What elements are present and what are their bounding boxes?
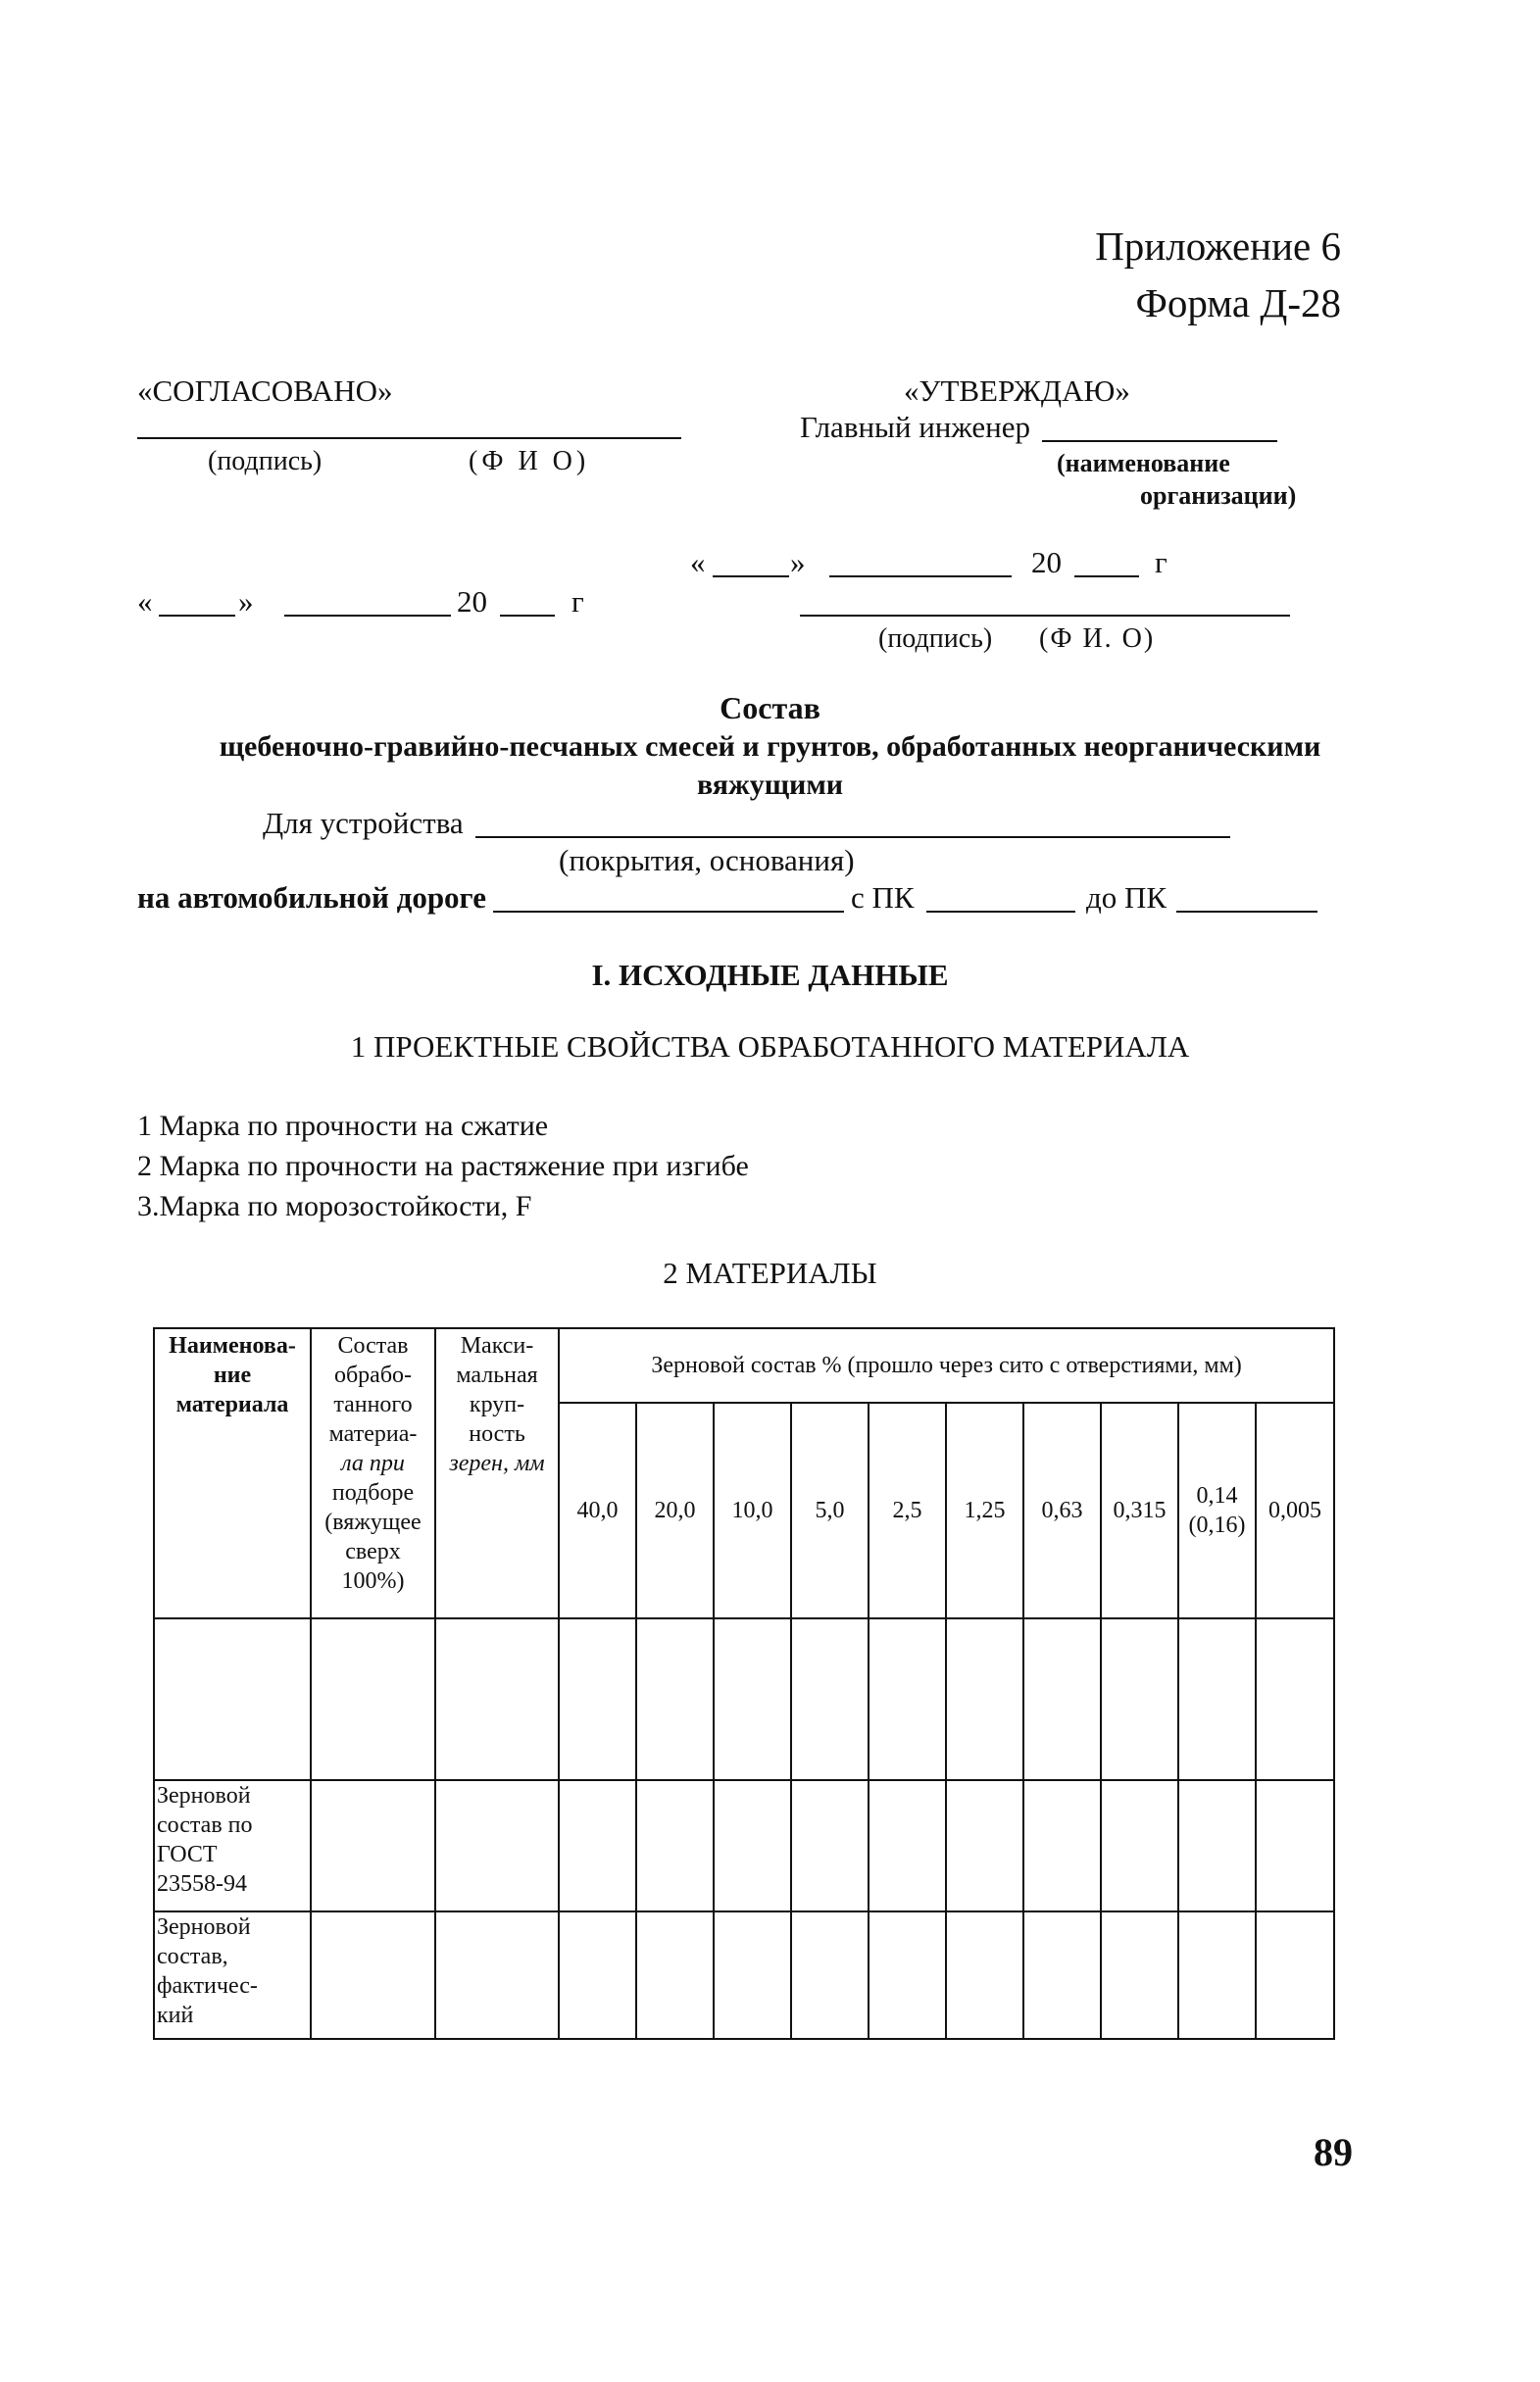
materials-table <box>153 1327 1335 2040</box>
agreed-signature-caption: (подпись) <box>208 446 323 476</box>
chief-engineer-label: Главный инженер <box>800 410 1031 444</box>
table-cell[interactable] <box>714 1911 791 2039</box>
table-cell[interactable] <box>1256 1911 1334 2039</box>
sieve-40: 40,0 <box>559 1403 636 1618</box>
section-1-subheading: 1 ПРОЕКТНЫЕ СВОЙСТВА ОБРАБОТАННОГО МАТЕРИАЛА <box>350 1029 1190 1064</box>
agreed-day-line <box>159 615 235 617</box>
table-cell[interactable] <box>636 1911 714 2039</box>
sieve-10: 10,0 <box>714 1403 791 1618</box>
pk-to-label: до ПК <box>1086 880 1167 915</box>
row-label-gost: Зерновой состав по ГОСТ 23558-94 <box>154 1780 311 1911</box>
org-line <box>1042 440 1277 442</box>
table-cell[interactable] <box>1178 1911 1256 2039</box>
table-cell[interactable] <box>946 1780 1023 1911</box>
header-grain-composition: Зерновой состав % (прошло через сито с отверстиями, мм) <box>559 1328 1334 1403</box>
form-number: Форма Д-28 <box>1135 280 1341 325</box>
table-cell[interactable] <box>559 1780 636 1911</box>
sieve-20: 20,0 <box>636 1403 714 1618</box>
title-line-3: вяжущими <box>696 769 844 801</box>
sieve-5: 5,0 <box>791 1403 869 1618</box>
pk-to-line <box>1176 911 1317 913</box>
table-cell[interactable] <box>1256 1780 1334 1911</box>
title-line-2: щебеночно-гравийно-песчаных смесей и грунтов, обработанных неорганическими <box>219 730 1321 763</box>
table-cell[interactable] <box>791 1780 869 1911</box>
table-cell[interactable] <box>869 1780 946 1911</box>
appendix-heading <box>1095 218 1341 331</box>
table-cell[interactable] <box>435 1911 559 2039</box>
table-cell[interactable] <box>1023 1780 1101 1911</box>
approved-signature-caption: (подпись) <box>878 623 993 654</box>
road-label: на автомобильной дороге <box>137 880 486 915</box>
table-cell[interactable] <box>946 1911 1023 2039</box>
table-cell[interactable] <box>1101 1780 1178 1911</box>
table-cell[interactable] <box>714 1618 791 1780</box>
table-cell[interactable] <box>1256 1618 1334 1780</box>
table-cell[interactable] <box>559 1618 636 1780</box>
approved-name-caption: (Ф И. О) <box>1039 623 1156 654</box>
table-row <box>154 1618 1334 1780</box>
list-item: 2 Марка по прочности на растяжение при изгибе <box>137 1150 749 1182</box>
section-1-heading: I. ИСХОДНЫЕ ДАННЫЕ <box>591 958 949 992</box>
pk-from-label: с ПК <box>851 880 915 915</box>
section-2-heading: 2 МАТЕРИАЛЫ <box>663 1256 877 1290</box>
approved-month-line <box>829 575 1012 577</box>
agreed-month-line <box>284 615 451 617</box>
table-cell[interactable] <box>1023 1618 1101 1780</box>
row-label-actual: Зерновой состав, фактичес- кий <box>154 1911 311 2039</box>
table-header-row-1 <box>154 1328 1334 1403</box>
agreed-date: « <box>137 584 153 619</box>
device-caption: (покрытия, основания) <box>559 843 855 877</box>
table-cell[interactable] <box>636 1618 714 1780</box>
approved-year-suffix: г <box>1155 545 1167 579</box>
table-cell[interactable] <box>1101 1618 1178 1780</box>
table-cell[interactable] <box>311 1780 435 1911</box>
table-row-actual <box>154 1911 1334 2039</box>
list-item: 1 Марка по прочности на сжатие <box>137 1110 549 1142</box>
title-line-1: Состав <box>720 690 820 725</box>
table-cell[interactable] <box>435 1618 559 1780</box>
page-number: 89 <box>1314 2130 1353 2174</box>
table-cell[interactable] <box>311 1618 435 1780</box>
header-material-name: Наименова- ние материала <box>154 1328 311 1618</box>
table-cell[interactable] <box>869 1618 946 1780</box>
list-item: 3.Марка по морозостойкости, F <box>137 1190 532 1222</box>
table-cell[interactable] <box>1178 1780 1256 1911</box>
device-line <box>475 836 1230 838</box>
approved-year-line <box>1074 575 1139 577</box>
sieve-1-25: 1,25 <box>946 1403 1023 1618</box>
agreed-signature-line <box>137 437 681 439</box>
table-cell[interactable] <box>435 1780 559 1911</box>
table-cell[interactable] <box>311 1911 435 2039</box>
pk-from-line <box>926 911 1075 913</box>
sieve-0-315: 0,315 <box>1101 1403 1178 1618</box>
org-caption-1: (наименование <box>1057 449 1230 477</box>
sieve-0-14: 0,14 (0,16) <box>1178 1403 1256 1618</box>
approved-date-open: « <box>690 545 706 579</box>
table-cell[interactable] <box>791 1618 869 1780</box>
agreed-year-line <box>500 615 555 617</box>
sieve-0-63: 0,63 <box>1023 1403 1101 1618</box>
table-cell[interactable] <box>714 1780 791 1911</box>
approved-date-close: » <box>790 545 806 579</box>
table-cell[interactable] <box>1178 1618 1256 1780</box>
sieve-0-005: 0,005 <box>1256 1403 1334 1618</box>
header-max-grain-size: Макси- мальная круп- ность зерен, мм <box>435 1328 559 1618</box>
table-cell[interactable] <box>636 1780 714 1911</box>
approved-signature-line <box>800 615 1290 617</box>
table-cell[interactable] <box>1101 1911 1178 2039</box>
header-composition: Состав обрабо- танного материа- ла при подборе (вяжущее сверх 100%) <box>311 1328 435 1618</box>
table-cell[interactable] <box>559 1911 636 2039</box>
agreed-date-close: » <box>238 584 254 619</box>
device-label: Для устройства <box>263 806 464 840</box>
table-row-gost <box>154 1780 1334 1911</box>
agreed-year-suffix: г <box>571 584 584 619</box>
agreed-name-caption: (Ф И О) <box>469 446 590 476</box>
approved-day-line <box>713 575 789 577</box>
road-line <box>493 911 844 913</box>
approved-year-prefix: 20 <box>1031 545 1062 579</box>
approved-label: «УТВЕРЖДАЮ» <box>904 373 1130 408</box>
table-cell[interactable] <box>154 1618 311 1780</box>
sieve-2-5: 2,5 <box>869 1403 946 1618</box>
org-caption-2: организации) <box>1140 481 1297 510</box>
agreed-label: «СОГЛАСОВАНО» <box>137 373 393 408</box>
table-cell[interactable] <box>1023 1911 1101 2039</box>
agreed-year-prefix: 20 <box>457 584 487 619</box>
table-cell[interactable] <box>869 1911 946 2039</box>
table-cell[interactable] <box>946 1618 1023 1780</box>
table-cell[interactable] <box>791 1911 869 2039</box>
properties-list <box>137 1106 749 1226</box>
appendix-number: Приложение 6 <box>1095 223 1341 269</box>
